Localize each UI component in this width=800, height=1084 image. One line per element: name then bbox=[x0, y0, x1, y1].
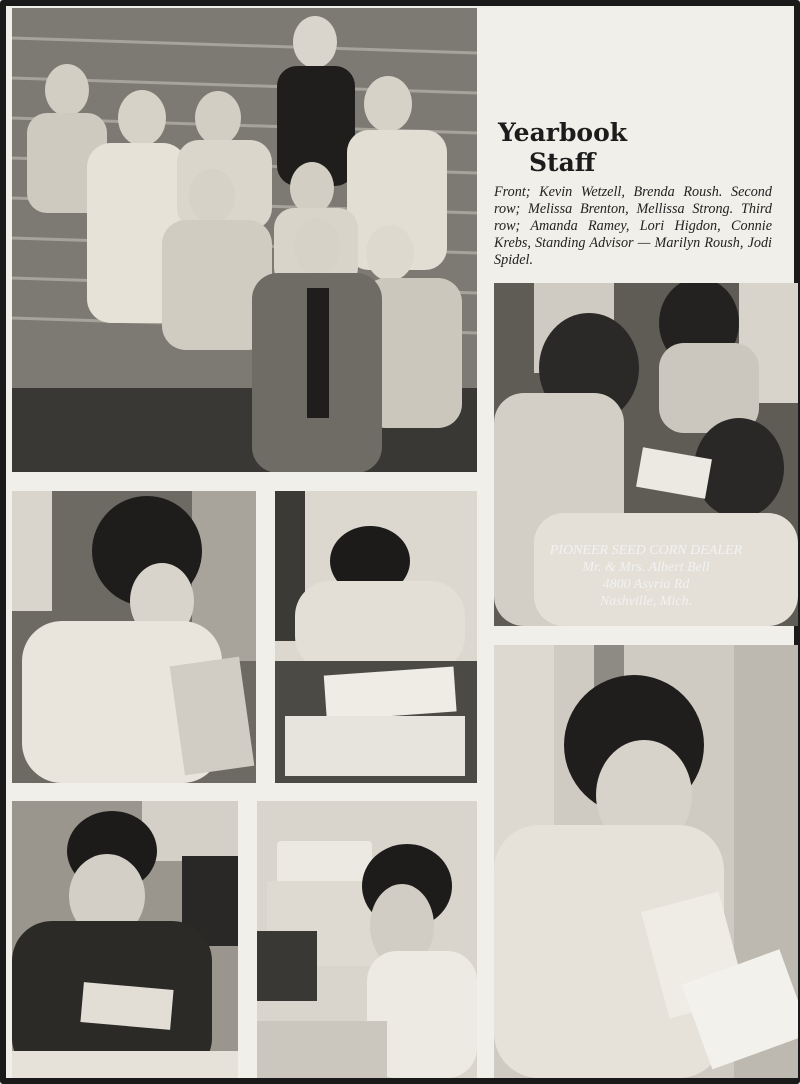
keyboard-photo bbox=[494, 645, 798, 1078]
layout-photo bbox=[12, 491, 256, 783]
typing-photo bbox=[257, 801, 477, 1078]
group-photo bbox=[12, 8, 477, 472]
sponsor-ad bbox=[494, 542, 798, 610]
ad-line-2: Mr. & Mrs. Albert Bell bbox=[582, 560, 710, 575]
section-title bbox=[498, 118, 788, 178]
staff-caption: Front; Kevin Wetzell, Brenda Roush. Second row; Melissa Brenton, Mellissa Strong. Third row; Amanda Ramey, Lori Higdon, Connie Krebs, Standing Advisor — Marilyn Roush, Jodi Spidel. bbox=[494, 184, 772, 268]
ad-line-4: Nashville, Mich. bbox=[599, 594, 693, 609]
ad-line-3: 4800 Asyria Rd bbox=[602, 577, 690, 592]
paste-up-photo bbox=[275, 491, 477, 783]
title-line-1: Yearbook bbox=[498, 118, 628, 147]
reading-photo bbox=[12, 801, 238, 1078]
title-line-2: Staff bbox=[529, 148, 596, 177]
ad-line-1: PIONEER SEED CORN DEALER bbox=[549, 543, 743, 558]
